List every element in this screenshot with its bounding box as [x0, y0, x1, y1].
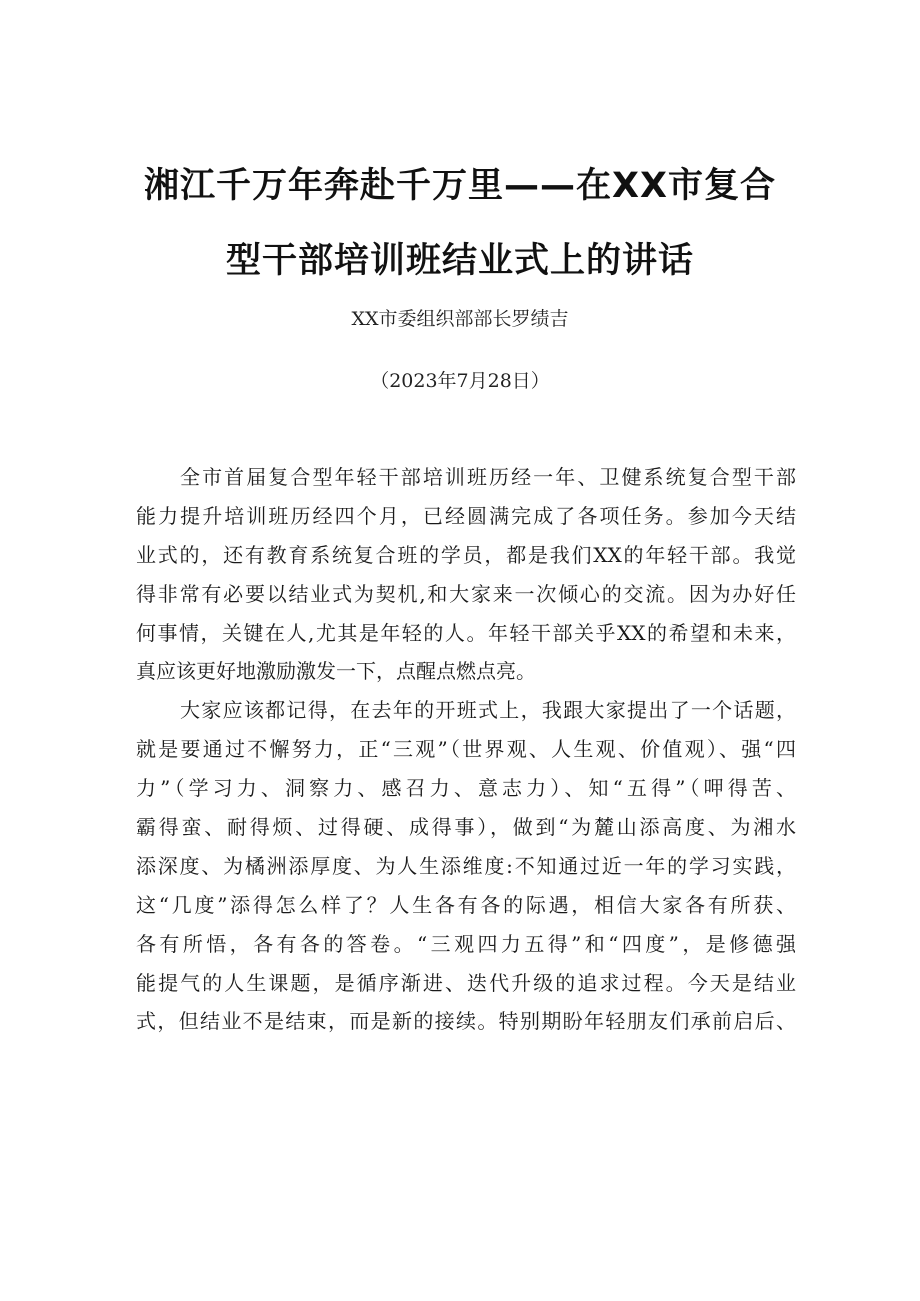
- paragraph-2: [136, 691, 796, 1041]
- text-line: 式，但结业不是结束，而是新的接续。特别期盼年轻朋友们承前启后、: [136, 1009, 796, 1034]
- text-line: 各有所悟，各有各的答卷。“三观四力五得”和“四度”，是修德强: [136, 931, 796, 956]
- document-title-line-2: 型干部培训班结业式上的讲话: [225, 241, 694, 281]
- text-line: 就是要通过不懈努力，正“三观”（世界观、人生观、价值观）、强“四: [136, 737, 796, 762]
- text-line: 得非常有必要以结业式为契机,和大家来一次倾心的交流。因为办好任: [136, 581, 796, 606]
- document-title-line-1: 湘江千万年奔赴千万里——在XX市复合: [144, 166, 776, 206]
- text-line: 这“几度”添得怎么样了？人生各有各的际遇，相信大家各有所获、: [136, 892, 796, 917]
- text-line: 业式的，还有教育系统复合班的学员，都是我们XX的年轻干部。我觉: [136, 542, 796, 567]
- author-line: XX市委组织部部长罗绩吉: [351, 308, 569, 330]
- text-line: 能力提升培训班历经四个月，已经圆满完成了各项任务。参加今天结: [136, 503, 796, 528]
- text-line: 力”（学习力、洞察力、感召力、意志力）、知“五得”（呷得苦、: [136, 776, 796, 801]
- date-line: （2023年7月28日）: [370, 370, 550, 392]
- text-line: 添深度、为橘洲添厚度、为人生添维度:不知通过近一年的学习实践，: [136, 853, 796, 878]
- paragraph-1: [136, 458, 796, 691]
- text-line: 能提气的人生课题，是循序渐进、迭代升级的追求过程。今天是结业: [136, 970, 796, 995]
- text-line: 大家应该都记得，在去年的开班式上，我跟大家提出了一个话题，: [180, 698, 796, 723]
- text-line: 霸得蛮、耐得烦、过得硬、成得事），做到“为麓山添高度、为湘水: [136, 815, 796, 840]
- text-line: 全市首届复合型年轻干部培训班历经一年、卫健系统复合型干部: [180, 465, 796, 489]
- document-body: [136, 458, 796, 1041]
- text-line: 何事情，关键在人,尤其是年轻的人。年轻干部关乎XX的希望和未来，: [136, 620, 796, 645]
- text-line: 真应该更好地激励激发一下，点醒点燃点亮。: [136, 659, 536, 684]
